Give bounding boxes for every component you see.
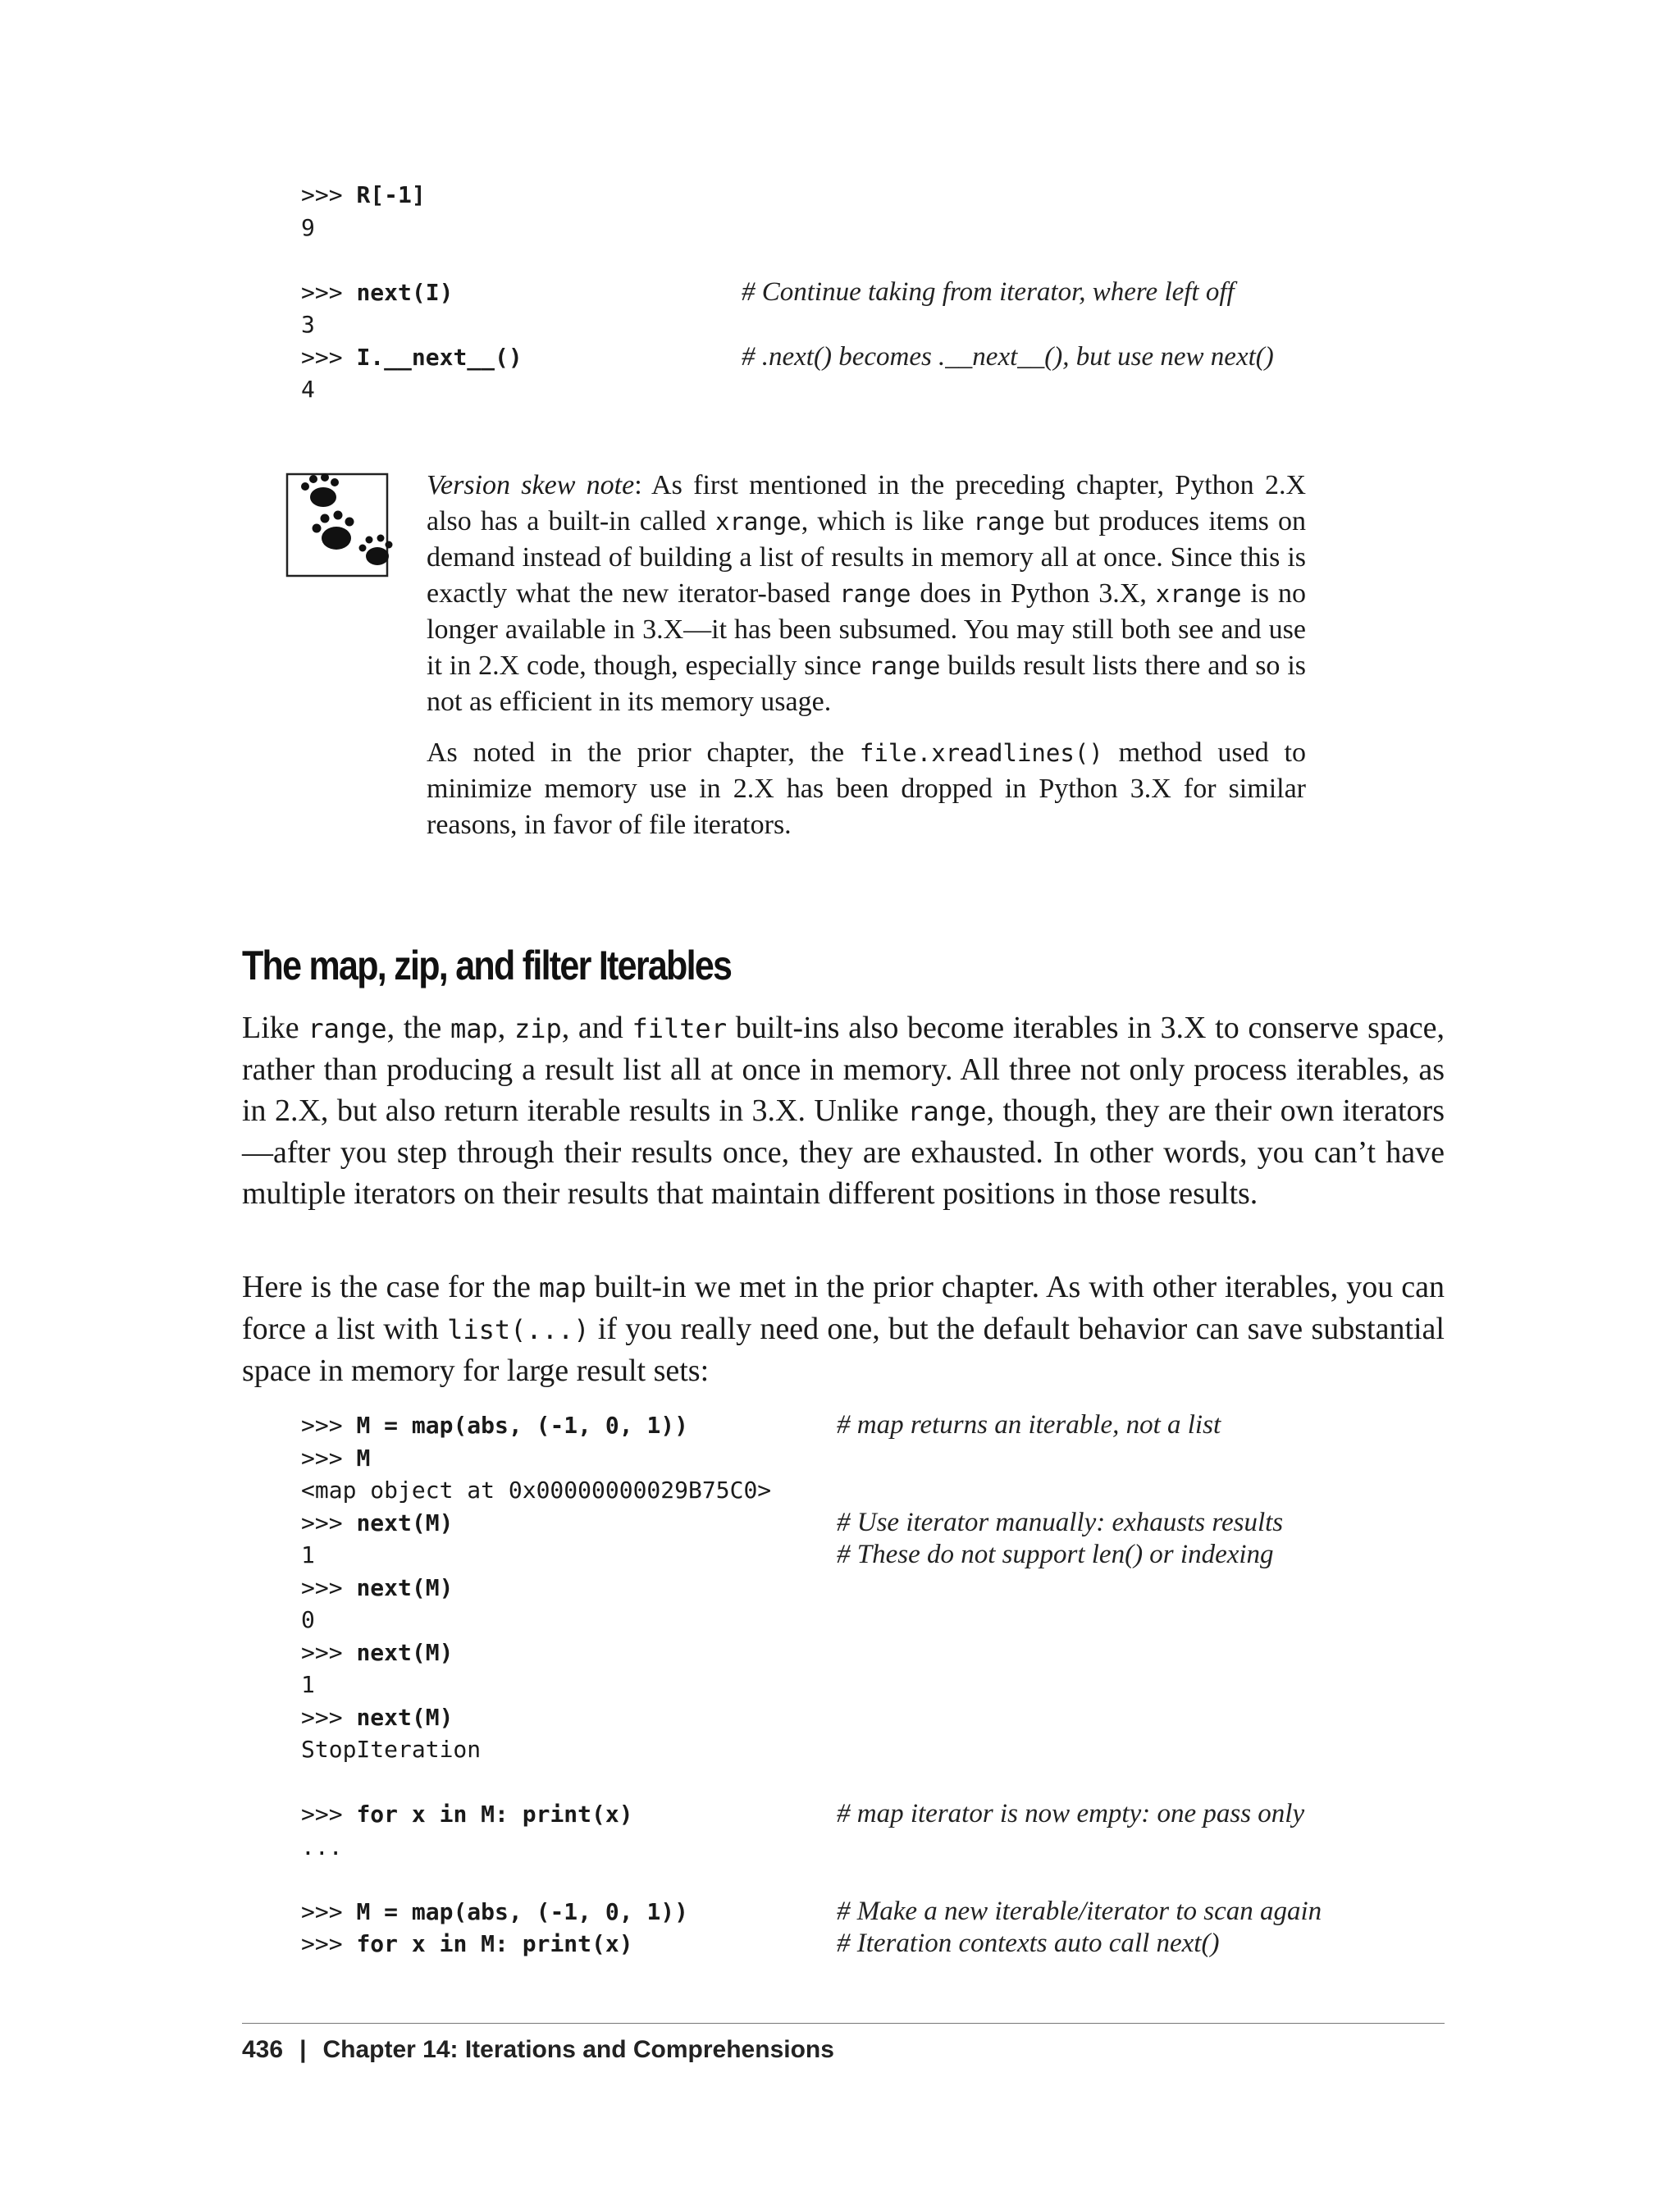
code-prompt: >>> [301,1897,357,1925]
code-output: 0 [301,1606,315,1633]
code-line [301,276,1235,309]
code-line [301,1442,771,1475]
code-prompt: >>> [301,278,357,306]
code-output: 1 [301,1671,315,1698]
code-line [301,1798,1305,1831]
code-line [301,1409,1221,1442]
code-gap [301,244,523,276]
code-line [301,1896,1322,1929]
code-output: 1 [301,1541,315,1568]
code-prompt: >>> [301,1801,357,1828]
code-line [301,1733,771,1766]
code-command: next(M) [356,1638,454,1666]
code-command: next(M) [356,1509,454,1536]
code-prompt: >>> [301,1509,357,1536]
code-gap [301,1863,771,1896]
page-number: 436 [242,2036,284,2063]
code-command: next(M) [356,1573,454,1601]
code-line [301,179,523,212]
code-line [301,1701,771,1734]
code-prompt: >>> [301,343,357,371]
code-line [301,212,523,244]
code-line [301,1507,1284,1540]
code-line [301,1572,771,1605]
tracks-note-icon [281,450,404,581]
version-skew-note [427,468,1306,858]
code-prompt: >>> [301,1930,357,1957]
code-command: M = map(abs, (-1, 0, 1)) [356,1897,689,1925]
code-output: 9 [301,213,315,241]
code-gap [301,1766,771,1799]
section-heading: The map, zip, and filter Iterables [242,943,732,988]
code-prompt: >>> [301,1444,357,1472]
code-comment: # Iteration contexts auto call next() [837,1929,1220,1958]
code-block-top [301,179,1274,406]
note-paragraph-2: As noted in the prior chapter, the file.xreadlines() method used to minimize memory use in 2.X has been dropped in Python 3.X for similar reasons, in favor of file iterators. [427,737,1306,840]
code-prompt: >>> [301,1703,357,1731]
code-block-map-example [301,1409,1322,1961]
footer-rule [242,2023,1445,2024]
code-command: M [356,1444,371,1472]
code-output: 3 [301,311,315,338]
code-comment: # Use iterator manually: exhausts results [837,1507,1284,1537]
code-line [301,308,523,341]
code-command: next(I) [356,278,454,306]
body-paragraph-1: Like range, the map, zip, and filter built-ins also become iterables in 3.X to conserve space, rather than producing a result list all at once in memory. All three not only process iterables, as in 2.X, but also return iterable results in 3.X. Unlike range, though, they are their own iterators—after you step through their results once, they are exhausted. In other words, you can’t have multiple iterators on their results that maintain different positions in those results. [242,1011,1445,1211]
code-command: M = map(abs, (-1, 0, 1)) [356,1412,689,1439]
code-command: I.__next__() [356,343,523,371]
code-command: for x in M: print(x) [356,1930,633,1957]
code-output: <map object at 0x00000000029B75C0> [301,1477,772,1504]
code-line [301,1637,771,1669]
body-paragraph-2: Here is the case for the map built-in we met in the prior chapter. As with other iterables, you can force a list with list(...) if you really need one, but the default behavior can save substantial space in memory for large result sets: [242,1270,1445,1388]
code-comment: # Make a new iterable/iterator to scan again [837,1896,1322,1926]
code-line [301,373,523,406]
code-comment: # These do not support len() or indexing [837,1540,1274,1569]
note-paragraph-1: Version skew note: As first mentioned in the preceding chapter, Python 2.X also has a built-in called xrange, which is like range but produces items on demand instead of building a list of results in memory all at once. Since this is exactly what the new iterator-based range does in Python 3.X, xrange is no longer available in 3.X—it has been subsumed. You may still both see and use it in 2.X code, though, especially since range builds result lists there and so is not as efficient in its memory usage. [427,470,1306,717]
code-line [301,1604,771,1637]
code-line [301,1928,1220,1961]
footer-separator: | [299,2036,307,2063]
code-command: for x in M: print(x) [356,1801,633,1828]
code-prompt: >>> [301,1638,357,1666]
code-comment: # Continue taking from iterator, where left off [742,276,1235,307]
code-command: R[-1] [356,181,426,208]
code-line [301,1831,771,1864]
code-command: next(M) [356,1703,454,1731]
page-footer [242,2036,834,2064]
code-comment: # map returns an iterable, not a list [837,1410,1221,1440]
code-prompt: >>> [301,181,357,208]
code-comment: # map iterator is now empty: one pass only [837,1799,1305,1828]
code-prompt: >>> [301,1412,357,1439]
code-line [301,1474,771,1507]
code-prompt: >>> [301,1573,357,1601]
code-line [301,341,1274,374]
chapter-title: Chapter 14: Iterations and Comprehensions [322,2036,834,2063]
code-output: 4 [301,376,315,403]
code-output: StopIteration [301,1736,482,1763]
code-line [301,1669,771,1701]
code-output: ... [301,1833,343,1860]
code-comment: # .next() becomes .__next__(), but use new next() [742,341,1274,372]
code-line [301,1539,1274,1572]
